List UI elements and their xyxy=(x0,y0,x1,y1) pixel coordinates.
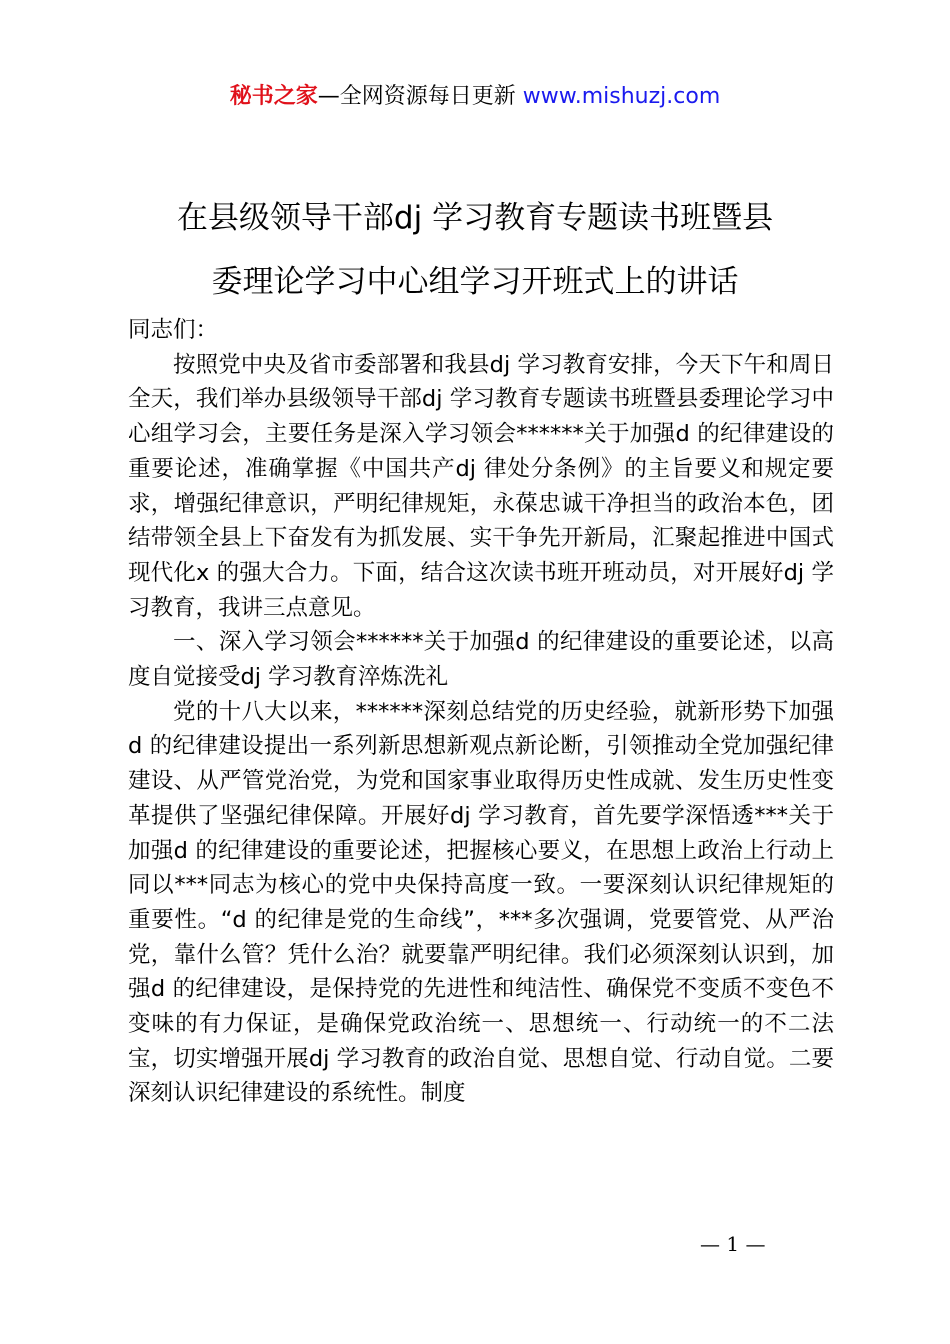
site-header xyxy=(0,82,950,112)
document-body xyxy=(128,313,834,1111)
page-number: — 1 — xyxy=(700,1232,766,1256)
site-url-link[interactable]: www.mishuzj.com xyxy=(522,84,721,109)
title-line-2: 委理论学习中心组学习开班式上的讲话 xyxy=(211,264,739,300)
body-paragraph: 按照党中央及省市委部署和我县dj 学习教育安排，今天下午和周日全天，我们举办县级领导干部dj 学习教育专题读书班暨县委理论学习中心组学习会，主要任务是深入学习领会******关于加强d 的纪律建设的重要论述，准确掌握《中国共产dj 律处分条例》的主旨要义和规定要求，增强纪律意识，严明纪律规矩，永葆忠诚干净担当的政治本色，团结带领全县上下奋发有为抓发展、实干争先开新局，汇聚起推进中国式现代化x 的强大合力。下面，结合这次读书班开班动员，对开展好dj 学习教育，我讲三点意见。 xyxy=(128,351,834,621)
document-title xyxy=(100,186,850,314)
site-slogan: —全网资源每日更新 xyxy=(317,84,516,109)
site-name: 秘书之家 xyxy=(229,84,318,109)
body-paragraph: 党的十八大以来，******深刻总结党的历史经验，就新形势下加强d 的纪律建设提出一系列新思想新观点新论断，引领推动全党加强纪律建设、从严管党治党，为党和国家事业取得历史性成就、发生历史性变革提供了坚强纪律保障。开展好dj 学习教育，首先要学深悟透***关于加强d 的纪律建设的重要论述，把握核心要义，在思想上政治上行动上同以***同志为核心的党中央保持高度一致。一要深刻认识纪律规矩的重要性。“d 的纪律是党的生命线”，***多次强调，党要管党、从严治党，靠什么管？凭什么治？就要靠严明纪律。我们必须深刻认识到，加强d 的纪律建设，是保持党的先进性和纯洁性、确保党不变质不变色不变味的有力保证，是确保党政治统一、思想统一、行动统一的不二法宝，切实增强开展dj 学习教育的政治自觉、思想自觉、行动自觉。二要深刻认识纪律建设的系统性。制度 xyxy=(128,698,834,1107)
title-line-1: 在县级领导干部dj 学习教育专题读书班暨县 xyxy=(176,200,774,236)
section-heading: 一、深入学习领会******关于加强d 的纪律建设的重要论述，以高度自觉接受dj 学习教育淬炼洗礼 xyxy=(128,629,834,691)
salutation: 同志们： xyxy=(128,317,219,343)
